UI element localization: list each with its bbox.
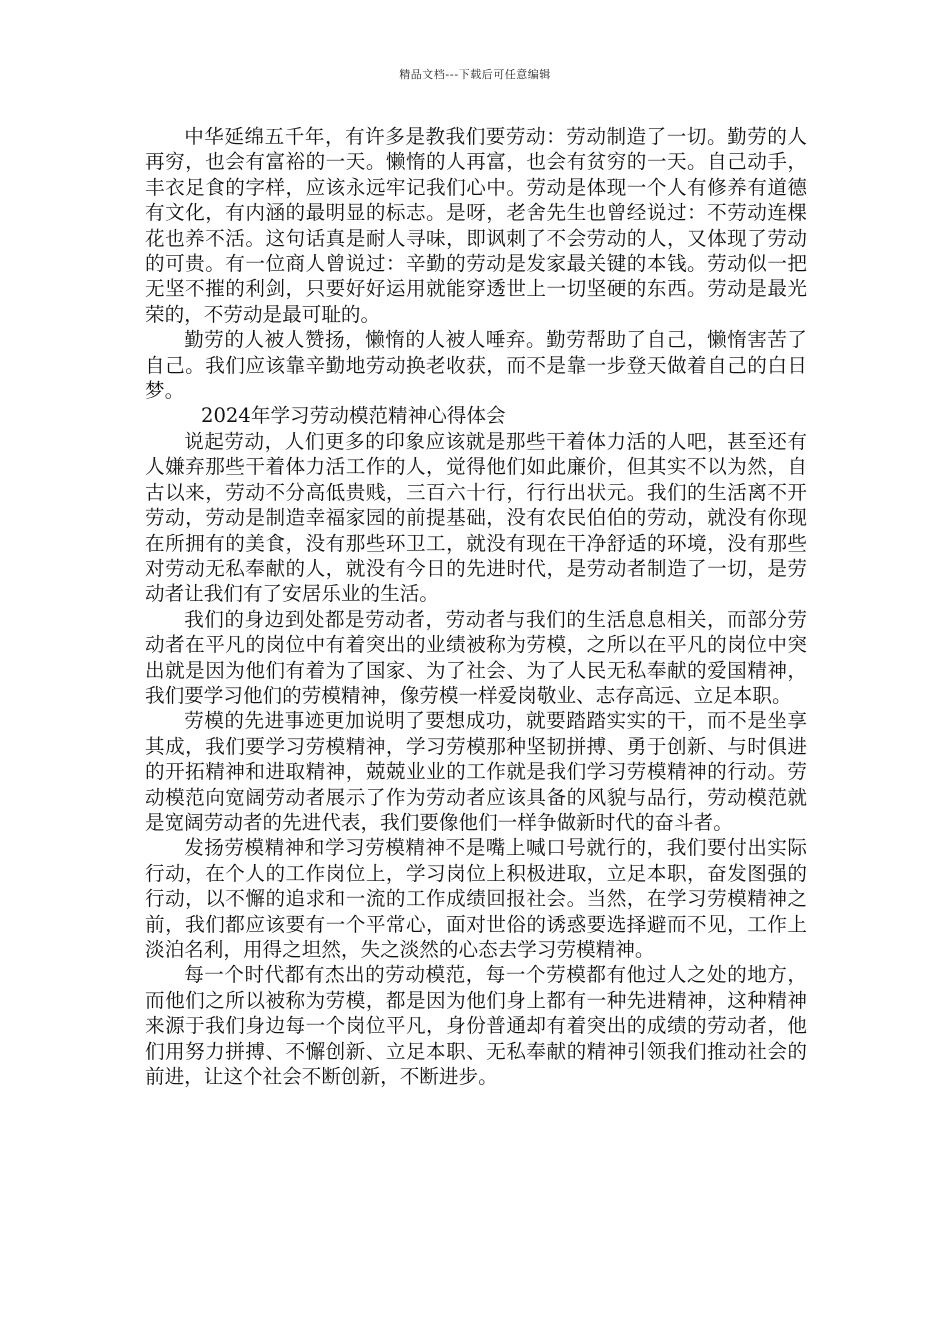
- paragraph-1: 中华延绵五千年，有许多是教我们要劳动：劳动制造了一切。勤劳的人再穷，也会有富裕的一天。懒惰的人再富，也会有贫穷的一天。自己动手，丰衣足食的字样，应该永远牢记我们心中。劳动是体现一个人有修养有道德有文化，有内涵的最明显的标志。是呀，老舍先生也曾经说过：不劳动连棵花也养不活。这句话真是耐人寻味，即讽刺了不会劳动的人，又体现了劳动的可贵。有一位商人曾说过：辛勤的劳动是发家最关键的本钱。劳动似一把无坚不摧的利剑，只要好好运用就能穿透世上一切坚硬的东西。劳动是最光荣的，不劳动是最可耻的。: [145, 125, 807, 326]
- paragraph-2: 勤劳的人被人赞扬，懒惰的人被人唾弃。勤劳帮助了自己，懒惰害苦了自己。我们应该靠辛勤地劳动换老收获，而不是靠一步登天做着自己的白日梦。: [145, 328, 807, 403]
- paragraph-6: 发扬劳模精神和学习劳模精神不是嘴上喊口号就行的，我们要付出实际行动，在个人的工作岗位上，学习岗位上积极进取，立足本职，奋发图强的行动，以不懈的追求和一流的工作成绩回报社会。当然，在学习劳模精神之前，我们都应该要有一个平常心，面对世俗的诱惑要选择避而不见，工作上淡泊名利，用得之坦然，失之淡然的心态去学习劳模精神。: [145, 836, 807, 961]
- paragraph-5: 劳模的先进事迹更加说明了要想成功，就要踏踏实实的干，而不是坐享其成，我们要学习劳模精神，学习劳模那种坚韧拼搏、勇于创新、与时俱进的开拓精神和进取精神，兢兢业业的工作就是我们学习劳模精神的行动。劳动模范向宽阔劳动者展示了作为劳动者应该具备的风貌与品行，劳动模范就是宽阔劳动者的先进代表，我们要像他们一样争做新时代的奋斗者。: [145, 709, 807, 834]
- paragraph-3: 说起劳动，人们更多的印象应该就是那些干着体力活的人吧，甚至还有人嫌弃那些干着体力活工作的人，觉得他们如此廉价，但其实不以为然，自古以来，劳动不分高低贵贱，三百六十行，行行出状元。我们的生活离不开劳动，劳动是制造幸福家园的前提基础，没有农民伯伯的劳动，就没有你现在所拥有的美食，没有那些环卫工，就没有现在干净舒适的环境，没有那些对劳动无私奉献的人，就没有今日的先进时代，是劳动者制造了一切，是劳动者让我们有了安居乐业的生活。: [145, 429, 807, 606]
- document-body: [145, 124, 807, 1089]
- paragraph-7: 每一个时代都有杰出的劳动模范，每一个劳模都有他过人之处的地方，而他们之所以被称为劳模，都是因为他们身上都有一种先进精神，这种精神来源于我们身边每一个岗位平凡，身份普通却有着突出的成绩的劳动者，他们用努力拼搏、不懈创新、立足本职、无私奉献的精神引领我们推动社会的前进，让这个社会不断创新，不断进步。: [145, 963, 807, 1089]
- header-note: 精品文档---下载后可任意编辑: [399, 68, 551, 81]
- section-title: 2024年学习劳动模范精神心得体会: [201, 404, 506, 428]
- paragraph-4: 我们的身边到处都是劳动者，劳动者与我们的生活息息相关，而部分劳动者在平凡的岗位中有着突出的业绩被称为劳模，之所以在平凡的岗位中突出就是因为他们有着为了国家、为了社会、为了人民无私奉献的爱国精神，我们要学习他们的劳模精神，像劳模一样爱岗敬业、志存高远、立足本职。: [145, 607, 807, 707]
